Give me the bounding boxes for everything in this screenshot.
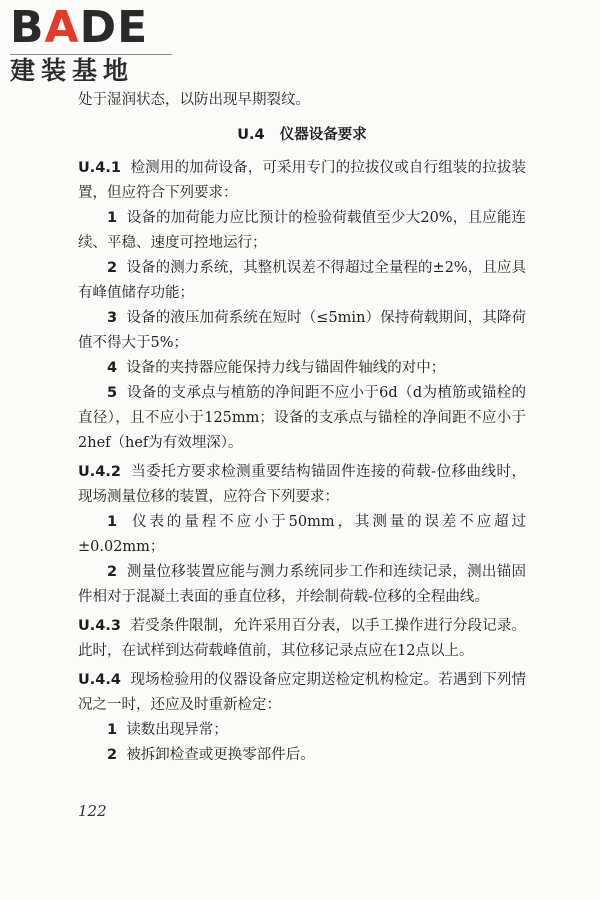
clause-item: 2 测量位移装置应能与测力系统同步工作和连续记录，测出锚固件相对于混凝土表面的垂直位移，并绘制荷载-位移的全程曲线。 [78, 564, 527, 605]
clause-u-4-1: U.4.1 检测用的加荷设备，可采用专门的拉拔仪或自行组装的拉拔装置，但应符合下列要求： [78, 160, 527, 201]
clause-item: 2 设备的测力系统，其整机误差不得超过全量程的±2%，且应具有峰值储存功能； [78, 260, 526, 301]
page-number: 122 [78, 802, 107, 820]
page-body [78, 88, 526, 768]
clause-item: 1 仪表的量程不应小于50mm，其测量的误差不应超过±0.02mm； [78, 514, 526, 555]
clause-item: 2 被拆卸检查或更换零部件后。 [107, 747, 315, 763]
clause-number: U.4.4 [78, 672, 121, 688]
clause-number: U.4.3 [78, 618, 121, 634]
clause-item: 1 设备的加荷能力应比预计的检验荷载值至少大20%，且应能连续、平稳、速度可控地运行； [78, 210, 526, 251]
clause-number: U.4.2 [78, 464, 121, 480]
logo-divider [10, 54, 172, 55]
clause-u-4-3: U.4.3 若受条件限制，允许采用百分表，以手工操作进行分段记录。此时，在试样到达荷载峰值前，其位移记录点应在12点以上。 [78, 618, 527, 659]
clause-item: 4 设备的夹持器应能保持力线与锚固件轴线的对中； [107, 360, 446, 376]
logo-chinese-name: 建装基地 [10, 56, 135, 85]
clause-u-4-4: U.4.4 现场检验用的仪器设备应定期送检定机构检定。若遇到下列情况之一时，还应及时重新检定： [78, 672, 527, 713]
clause-item: 3 设备的液压加荷系统在短时（≤5min）保持荷载期间，其降荷值不得大于5%； [78, 310, 526, 351]
clause-item: 1 读数出现异常； [107, 722, 228, 738]
clause-u-4-2: U.4.2 当委托方要求检测重要结构锚固件连接的荷载-位移曲线时，现场测量位移的装置，应符合下列要求： [78, 464, 526, 505]
clause-item: 5 设备的支承点与植筋的净间距不应小于6d（d为植筋或锚栓的直径），且不应小于125mm；设备的支承点与锚栓的净间距不应小于2hef（hef为有效埋深）。 [78, 385, 526, 451]
continued-paragraph: 处于湿润状态，以防出现早期裂纹。 [78, 92, 310, 108]
bade-logo [10, 2, 180, 86]
logo-wordmark: BADE [10, 2, 149, 53]
section-heading: U.4 仪器设备要求 [237, 127, 367, 143]
clause-number: U.4.1 [78, 160, 121, 176]
